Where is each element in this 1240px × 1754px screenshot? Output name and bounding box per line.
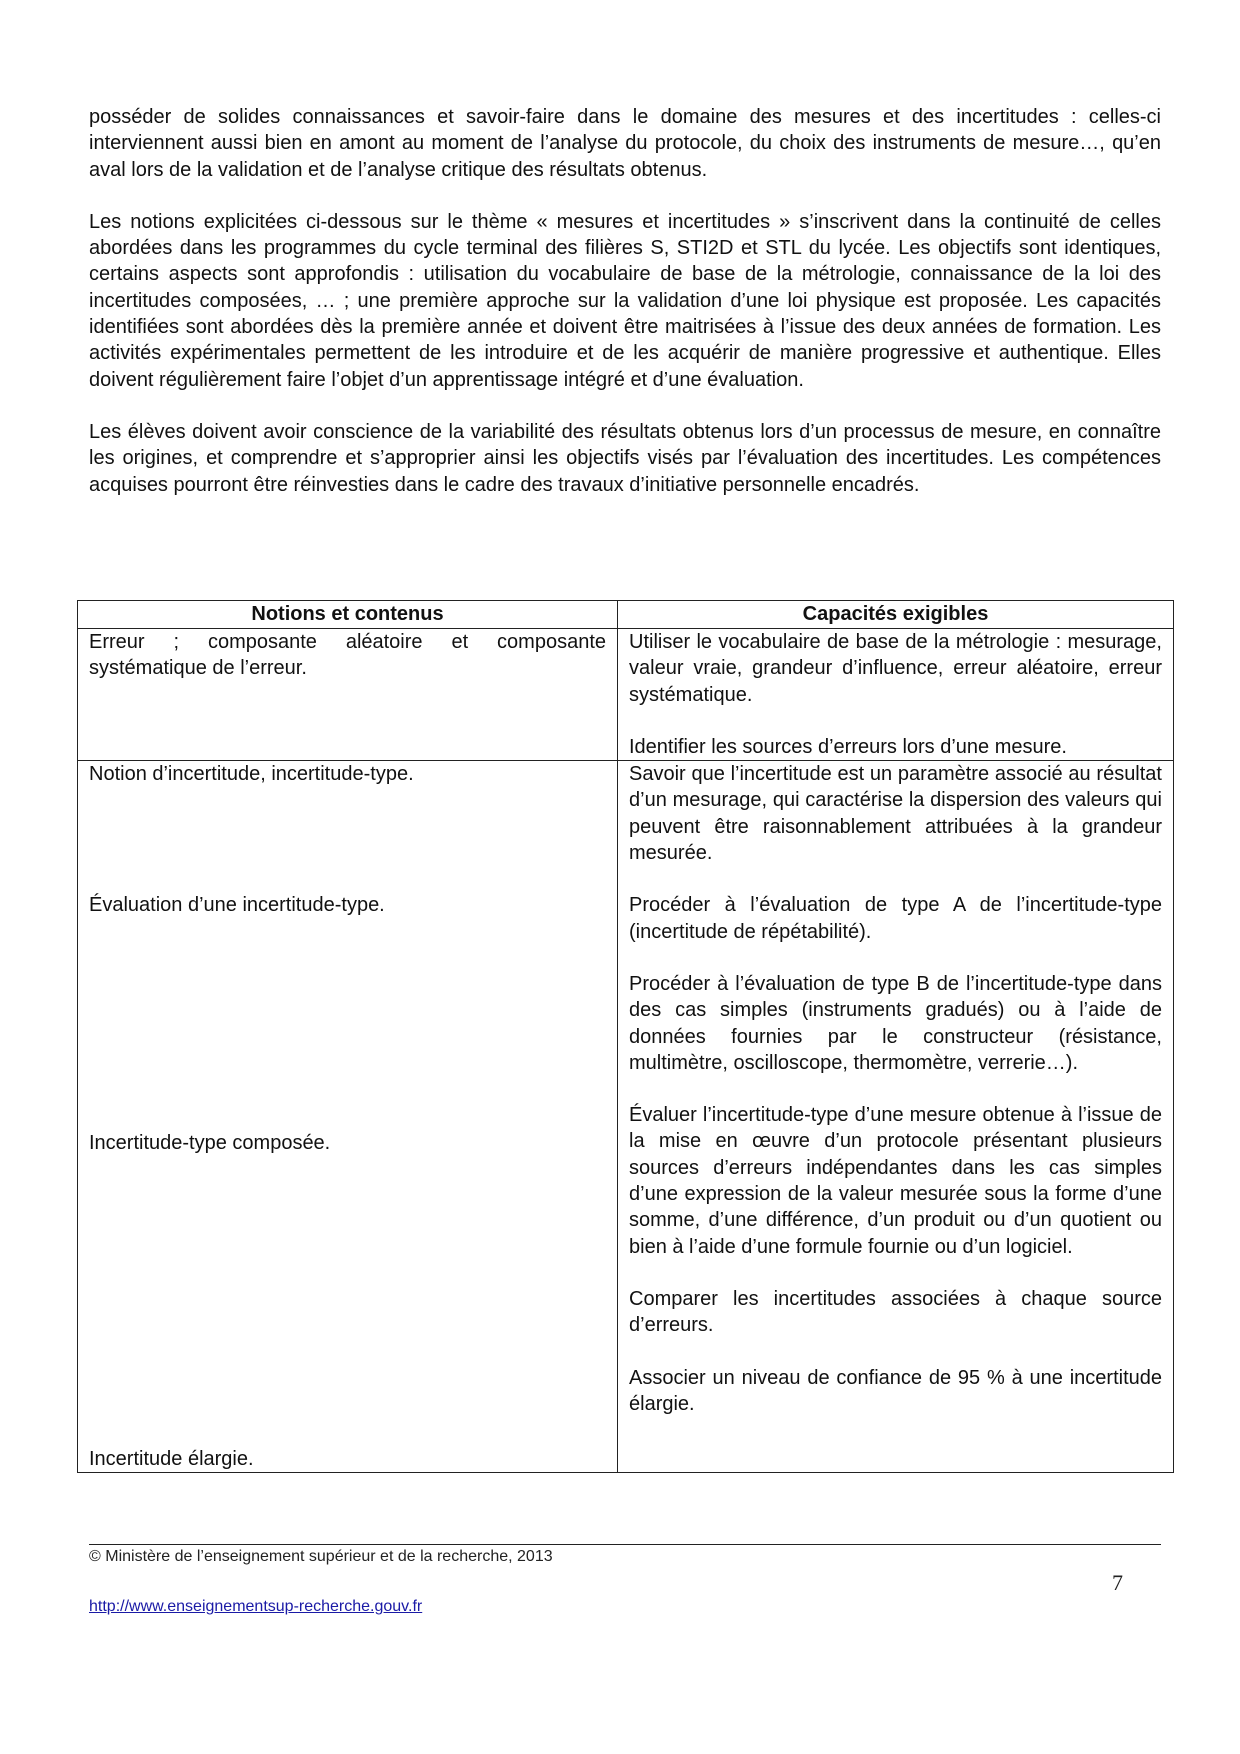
footer-url-link[interactable]: http://www.enseignementsup-recherche.gouv.fr bbox=[89, 1598, 423, 1615]
capacite-comparer: Comparer les incertitudes associées à chaque source d’erreurs. bbox=[629, 1287, 1162, 1337]
footer-copyright: © Ministère de l’enseignement supérieur et de la recherche, 2013 bbox=[89, 1548, 553, 1565]
page-number: 7 bbox=[1112, 1570, 1123, 1595]
notion-evaluation: Évaluation d’une incertitude-type. bbox=[89, 894, 385, 917]
notion-erreur: Erreur ; composante aléatoire et composante systématique de l’erreur. bbox=[89, 631, 606, 680]
capacites-cell bbox=[618, 629, 1174, 761]
notion-composee: Incertitude-type composée. bbox=[89, 1131, 331, 1154]
table-row bbox=[78, 629, 1174, 761]
table-header-row bbox=[78, 601, 1174, 629]
body-text bbox=[89, 104, 1161, 498]
notions-capacites-table bbox=[77, 600, 1174, 1473]
footer-divider bbox=[89, 1544, 1161, 1545]
capacite-sources-erreurs: Identifier les sources d’erreurs lors d’une mesure. bbox=[629, 735, 1067, 758]
capacite-type-a: Procéder à l’évaluation de type A de l’incertitude-type (incertitude de répétabilité). bbox=[629, 894, 1162, 943]
notions-cell bbox=[78, 629, 618, 761]
capacite-niveau-confiance: Associer un niveau de confiance de 95 % à une incertitude élargie. bbox=[629, 1366, 1162, 1415]
notion-elargie: Incertitude élargie. bbox=[89, 1448, 254, 1471]
capacites-cell bbox=[618, 761, 1174, 1473]
capacite-type-b: Procéder à l’évaluation de type B de l’incertitude-type dans des cas simples (instruments gradués) ou à l’aide de données fournies par le constructeur (résistance, multimètre, oscilloscope, thermomètre, verrerie…). bbox=[629, 972, 1162, 1074]
notion-incertitude: Notion d’incertitude, incertitude-type. bbox=[89, 763, 414, 786]
capacite-definition-incertitude: Savoir que l’incertitude est un paramètre associé au résultat d’un mesurage, qui caractérise la dispersion des valeurs qui peuvent être raisonnablement attribuées à la grandeur mesurée. bbox=[629, 763, 1162, 865]
intro-paragraph-3: Les élèves doivent avoir conscience de la variabilité des résultats obtenus lors d’un processus de mesure, en connaître les origines, et comprendre et s’approprier ainsi les objectifs visés par l’évaluation des incertitudes. Les compétences acquises pourront être réinvesties dans le cadre des travaux d’initiative personnelle encadrés. bbox=[89, 420, 1161, 496]
intro-paragraph-2: Les notions explicitées ci-dessous sur le thème « mesures et incertitudes » s’inscrivent dans la continuité de celles abordées dans les programmes du cycle terminal des filières S, STI2D et STL du lycée. Les objectifs sont identiques, certains aspects sont approfondis : utilisation du vocabulaire de base de la métrologie, connaissance de la loi des incertitudes composées, … ; une première approche sur la validation d’une loi physique est proposée. Les capacités identifiées sont abordées dès la première année et doivent être maitrisées à l’issue des deux années de formation. Les activités expérimentales permettent de les introduire et de les acquérir de manière progressive et authentique. Elles doivent régulièrement faire l’objet d’un apprentissage intégré et d’une évaluation. bbox=[89, 210, 1161, 391]
capacite-vocabulaire: Utiliser le vocabulaire de base de la métrologie : mesurage, valeur vraie, grandeur d’influence, erreur aléatoire, erreur systématique. bbox=[629, 631, 1162, 706]
table-row bbox=[78, 761, 1174, 1473]
header-notions: Notions et contenus bbox=[78, 601, 618, 629]
capacite-incertitude-composee: Évaluer l’incertitude-type d’une mesure obtenue à l’issue de la mise en œuvre d’un protocole présentant plusieurs sources d’erreurs indépendantes dans les cas simples d’une expression de la valeur mesurée sous la forme d’une somme, d’une différence, d’un produit ou d’un quotient ou bien à l’aide d’une formule fournie ou d’un logiciel. bbox=[629, 1104, 1162, 1258]
intro-paragraph-1: posséder de solides connaissances et savoir-faire dans le domaine des mesures et des incertitudes : celles-ci interviennent aussi bien en amont au moment de l’analyse du protocole, du choix des instruments de mesure…, qu’en aval lors de la validation et de l’analyse critique des résultats obtenus. bbox=[89, 106, 1161, 181]
header-capacites: Capacités exigibles bbox=[618, 601, 1174, 629]
notions-cell bbox=[78, 761, 618, 1473]
